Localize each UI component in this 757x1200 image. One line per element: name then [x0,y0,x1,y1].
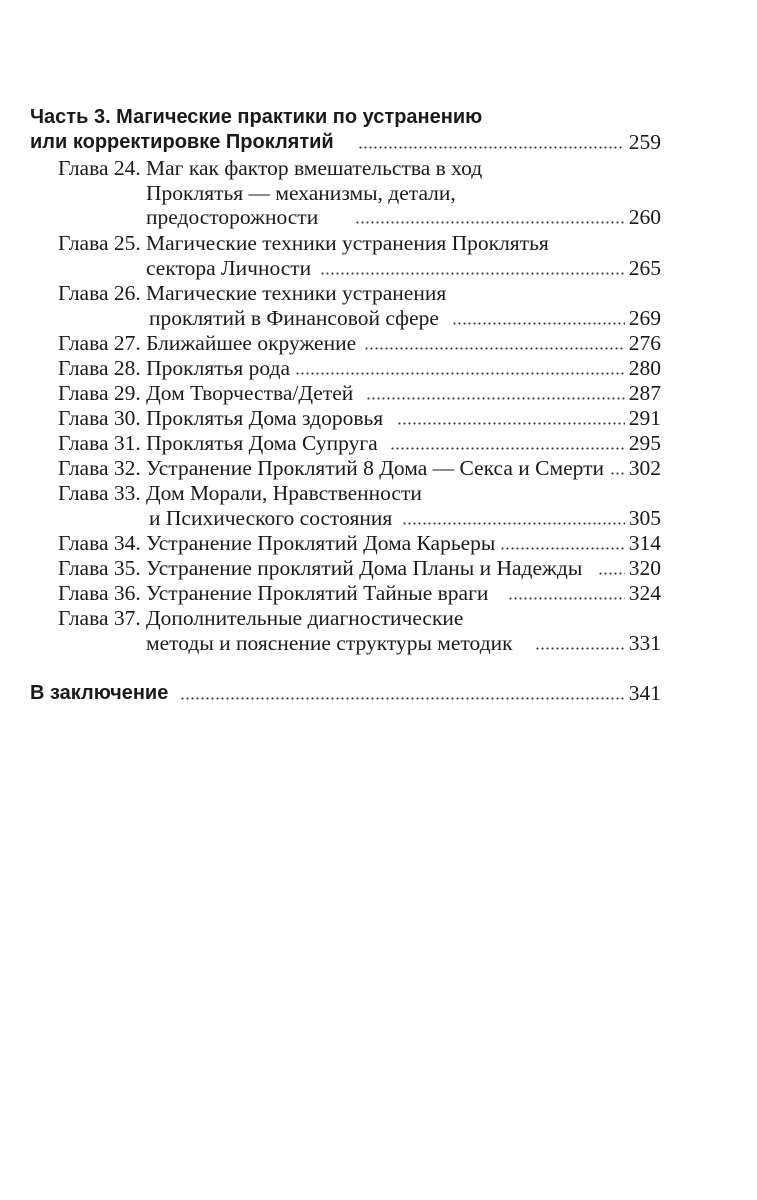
page-number: 305 [628,506,661,530]
toc-entry-ch25[interactable] [0,255,757,281]
chapter-title: Глава 30. Проклятья Дома здоровья [58,406,384,430]
toc-entry-ch27[interactable] [0,330,757,356]
part3-title-line1: Часть 3. Магические практики по устранению [30,106,483,128]
chapter-title-line: проклятий в Финансовой сфере [149,306,439,330]
chapter-title: Глава 27. Ближайшее окружение [58,331,357,355]
toc-entry-conclusion[interactable] [0,680,757,706]
toc-entry-ch26[interactable] [0,305,757,331]
toc-entry-ch37[interactable] [0,630,757,656]
toc-entry-ch29[interactable] [0,380,757,406]
toc-entry-ch34[interactable] [0,530,757,556]
toc-entry-ch36[interactable] [0,580,757,606]
chapter-title: Глава 32. Устранение Проклятий 8 Дома — Секса и Смерти [58,456,605,480]
chapter-title: Глава 36. Устранение Проклятий Тайные враги [58,581,489,605]
chapter-title-line: предосторожности [146,205,319,229]
page-number: 314 [628,531,661,555]
toc-entry-part3[interactable] [0,129,757,155]
toc-entry-ch30[interactable] [0,405,757,431]
chapter-title: Глава 34. Устранение Проклятий Дома Карьеры [58,531,496,555]
chapter-title-line: Магические техники устранения Проклятья [146,231,549,255]
page-number: 269 [628,306,661,330]
chapter-title: Глава 28. Проклятья рода [58,356,291,380]
chapter-title-line: Дополнительные диагностические [146,606,464,630]
page-number: 291 [628,406,661,430]
chapter-title-line: Маг как фактор вмешательства в ход [146,156,483,180]
page-number: 260 [628,205,661,229]
toc-entry-ch32[interactable] [0,455,757,481]
chapter-title-line: Магические техники устранения [146,281,447,305]
page-number: 324 [628,581,661,605]
page-number: 341 [628,681,661,705]
page-number: 320 [628,556,661,580]
toc-entry-ch28[interactable] [0,355,757,381]
page-number: 280 [628,356,661,380]
part3-title-line2: или корректировке Проклятий [30,131,334,153]
chapter-prefix: Глава 37. [58,606,141,630]
chapter-title-line: Дом Морали, Нравственности [146,481,422,505]
chapter-title-line: методы и пояснение структуры методик [146,631,513,655]
chapter-title: Глава 35. Устранение проклятий Дома Планы и Надежды [58,556,583,580]
chapter-title: Глава 29. Дом Творчества/Детей [58,381,354,405]
chapter-title-line: и Психического состояния [149,506,393,530]
chapter-title: Глава 31. Проклятья Дома Супруга [58,431,378,455]
chapter-prefix: Глава 25. [58,231,141,255]
page-number: 265 [628,256,661,280]
chapter-title-line: сектора Личности [146,256,312,280]
page-number: 276 [628,331,661,355]
page-number: 259 [628,130,661,154]
toc-entry-ch31[interactable] [0,430,757,456]
page-number: 302 [628,456,661,480]
toc-entry-ch24[interactable] [0,204,757,230]
chapter-title-line: Проклятья — механизмы, детали, [146,181,456,205]
page-number: 295 [628,431,661,455]
toc-entry-ch33[interactable] [0,505,757,531]
toc-entry-ch35[interactable] [0,555,757,581]
chapter-prefix: Глава 24. [58,156,141,180]
conclusion-title: В заключение [30,682,169,704]
page-number: 331 [628,631,661,655]
chapter-prefix: Глава 33. [58,481,141,505]
chapter-prefix: Глава 26. [58,281,141,305]
page-number: 287 [628,381,661,405]
